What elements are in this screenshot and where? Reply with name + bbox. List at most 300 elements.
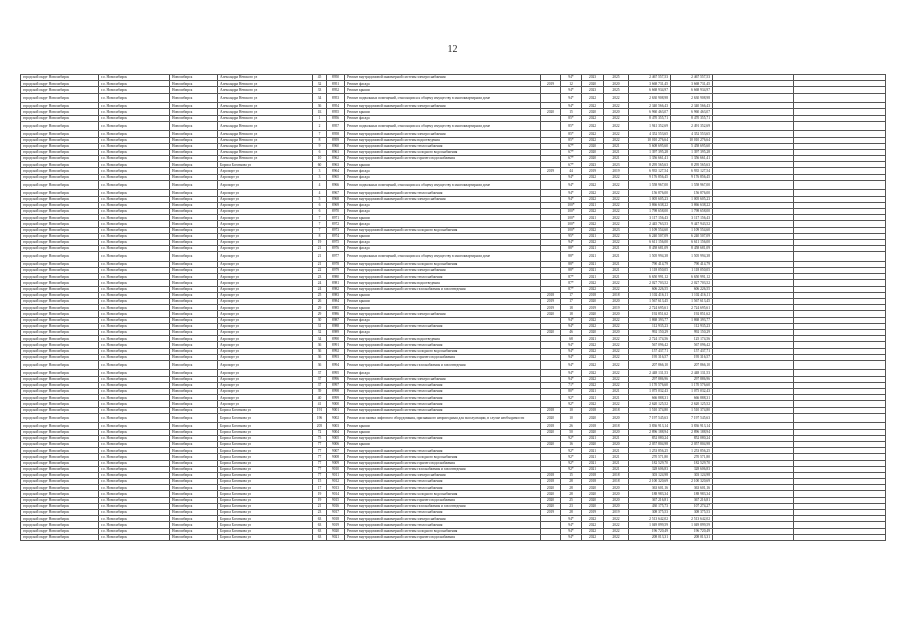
municipality-cell: городской округ Новосибирск [21,268,99,274]
settlement-cell: г.о. Новосибирск [99,522,170,528]
plan-end-year-cell: 2022 [604,354,629,360]
estimated-cost-cell: 3 836 913,14 [629,423,671,429]
total-cost-cell: 852 080,24 [671,435,713,441]
plan-end-year-cell: 2022 [604,131,629,137]
wear-percent-cell: 10 [561,413,582,423]
municipality-cell: городской округ Новосибирск [21,317,99,323]
wear-percent-cell: 28 [561,491,582,497]
record-id-cell: 8966 [327,180,345,190]
street-cell: Аэропорт ул [218,329,313,335]
total-cost-cell: 567 096,42 [671,342,713,348]
plan-end-year-cell: 2022 [604,342,629,348]
estimated-cost-cell: 1 397 395,28 [629,149,671,155]
settlement-cell: г.о. Новосибирск [99,162,170,168]
record-id-cell: 9016 [327,503,345,509]
total-cost-cell: 303 124,98 [671,472,713,478]
municipality-cell: городской округ Новосибирск [21,323,99,329]
municipality-cell: городской округ Новосибирск [21,454,99,460]
wear-percent-cell: 94* [561,342,582,348]
total-cost-cell: 1 118 050,05 [671,268,713,274]
work-type-cell: Ремонт внутридомовой инженерной системы горячего водоснабжения [345,534,541,540]
plan-start-year-cell: 2020 [582,109,604,115]
plan-end-year-cell: 2022 [604,528,629,534]
record-id-cell: 9018 [327,516,345,522]
record-id-cell: 8960 [327,143,345,149]
record-id-cell: 9013 [327,485,345,491]
settlement-cell: г.о. Новосибирск [99,466,170,472]
house-number-cell: 37 [313,376,327,382]
wear-percent-cell: 88* [561,246,582,252]
wear-percent-cell: 92* [561,454,582,460]
plan-end-year-cell: 2021 [604,149,629,155]
estimated-cost-cell: 1 868 393,77 [629,317,671,323]
work-type-cell: Ремонт или замена лифтового оборудования, признанного непригодным для эксплуатации, в случае необходимости [345,413,541,423]
work-type-cell: Ремонт внутридомовой инженерной системы холодного водоснабжения [345,491,541,497]
total-cost-cell: 156 876,00 [671,190,713,196]
empty-cell-a [713,360,794,370]
plan-end-year-cell: 2022 [604,317,629,323]
work-type-cell: Ремонт подвальных помещений, относящихся к общему имуществу в многоквартирном доме [345,121,541,131]
record-id-cell: 8976 [327,246,345,252]
municipality-cell: городской округ Новосибирск [21,429,99,435]
municipality-cell: городской округ Новосибирск [21,329,99,335]
total-cost-cell: 1 005 605,23 [671,196,713,202]
work-type-cell: Ремонт внутридомовой инженерной системы теплоснабжения [345,522,541,528]
estimated-cost-cell: 4 352 553,65 [629,131,671,137]
wear-percent-cell: 71* [561,382,582,388]
record-id-cell: 8989 [327,329,345,335]
plan-end-year-cell: 2021 [604,274,629,280]
wear-percent-cell: 15 [561,109,582,115]
street-cell: Аэропорт ул [218,317,313,323]
plan-start-year-cell: 2020 [582,413,604,423]
estimated-cost-cell: 6 240 507,09 [629,233,671,239]
plan-end-year-cell: 2022 [604,115,629,121]
settlement-cell: г.о. Новосибирск [99,292,170,298]
plan-start-year-cell: 2018 [582,472,604,478]
completed-year-cell: 2020 [541,329,561,335]
street-cell: Александра Невского ул [218,137,313,143]
wear-percent-cell: 94* [561,360,582,370]
wear-percent-cell: 94* [561,239,582,245]
estimated-cost-cell: 2 896 188,94 [629,429,671,435]
street-cell: Бориса Богаткова ул [218,503,313,509]
work-type-cell: Ремонт внутридомовой инженерной системы электроснабжения [345,196,541,202]
work-type-cell: Ремонт внутридомовой инженерной системы холодного водоснабжения [345,149,541,155]
work-type-cell: Ремонт внутридомовой инженерной системы газоснабжения и газоотведения [345,360,541,370]
settlement-cell: г.о. Новосибирск [99,233,170,239]
municipality-cell: городской округ Новосибирск [21,370,99,376]
work-type-cell: Ремонт подвальных помещений, относящихся к общему имуществу в многоквартирном доме [345,180,541,190]
municipality-cell: городской округ Новосибирск [21,149,99,155]
settlement-cell: г.о. Новосибирск [99,103,170,109]
record-id-cell: 8956 [327,115,345,121]
municipality-cell: городской округ Новосибирск [21,448,99,454]
total-cost-cell: 363 601,16 [671,485,713,491]
plan-start-year-cell: 2022 [582,354,604,360]
street-cell: Бориса Богаткова ул [218,454,313,460]
plan-end-year-cell: 2021 [604,448,629,454]
work-type-cell: Ремонт крыши [345,215,541,221]
plan-end-year-cell: 2022 [604,202,629,208]
municipality-cell: городской округ Новосибирск [21,299,99,305]
house-number-cell: 33 [313,87,327,93]
locality-cell: Новосибирск [170,168,218,174]
work-type-cell: Ремонт фасада [345,202,541,208]
plan-end-year-cell: 2021 [604,395,629,401]
street-cell: Бориса Богаткова ул [218,522,313,528]
house-number-cell: 37 [313,370,327,376]
plan-start-year-cell: 2020 [582,81,604,87]
plan-start-year-cell: 2023 [582,162,604,168]
wear-percent-cell: 94* [561,354,582,360]
municipality-cell: городской округ Новосибирск [21,221,99,227]
street-cell: Бориса Богаткова ул [218,510,313,516]
municipality-cell: городской округ Новосибирск [21,534,99,540]
total-cost-cell: 1 049 899,59 [671,522,713,528]
completed-year-cell [541,252,561,262]
municipality-cell: городской округ Новосибирск [21,93,99,103]
record-id-cell: 8985 [327,305,345,311]
total-cost-cell: 8 458 681,09 [671,246,713,252]
settlement-cell: г.о. Новосибирск [99,342,170,348]
total-cost-cell: 2 340 566,43 [671,103,713,109]
wear-percent-cell: 94* [561,376,582,382]
locality-cell: Новосибирск [170,354,218,360]
estimated-cost-cell: 208 013,31 [629,534,671,540]
total-cost-cell: 1 558 967,00 [671,180,713,190]
record-id-cell: 9005 [327,435,345,441]
municipality-cell: городской округ Новосибирск [21,168,99,174]
work-type-cell: Ремонт внутридомовой инженерной системы электроснабжения [345,131,541,137]
house-number-cell: 4 [313,190,327,196]
locality-cell: Новосибирск [170,103,218,109]
municipality-cell: городской округ Новосибирск [21,196,99,202]
work-type-cell: Ремонт внутридомовой инженерной системы электроснабжения [345,268,541,274]
settlement-cell: г.о. Новосибирск [99,448,170,454]
locality-cell: Новосибирск [170,389,218,395]
settlement-cell: г.о. Новосибирск [99,87,170,93]
street-cell: Бориса Богаткова ул [218,460,313,466]
work-type-cell: Ремонт внутридомовой инженерной системы теплоснабжения [345,448,541,454]
plan-end-year-cell: 2020 [604,429,629,435]
settlement-cell: г.о. Новосибирск [99,360,170,370]
municipality-cell: городской округ Новосибирск [21,180,99,190]
municipality-cell: городской округ Новосибирск [21,479,99,485]
plan-end-year-cell: 2021 [604,268,629,274]
record-id-cell: 8988 [327,323,345,329]
plan-end-year-cell: 2021 [604,435,629,441]
settlement-cell: г.о. Новосибирск [99,370,170,376]
empty-cell-a [713,252,794,262]
street-cell: Аэропорт ул [218,311,313,317]
plan-end-year-cell: 2020 [604,503,629,509]
plan-start-year-cell: 2022 [582,348,604,354]
record-id-cell: 8950 [327,75,345,81]
settlement-cell: г.о. Новосибирск [99,534,170,540]
total-cost-cell: 790 414,79 [671,261,713,267]
total-cost-cell: 9 447 943,52 [671,221,713,227]
plan-end-year-cell: 2022 [604,382,629,388]
work-type-cell: Ремонт внутридомовой инженерной системы теплоснабжения [345,323,541,329]
record-id-cell: 8973 [327,227,345,233]
house-number-cell: 77 [313,472,327,478]
street-cell: Аэропорт ул [218,180,313,190]
work-type-cell: Ремонт внутридомовой инженерной системы теплоснабжения [345,510,541,516]
wear-percent-cell: 94* [561,317,582,323]
plan-end-year-cell: 2022 [604,280,629,286]
house-number-cell: 36 [313,348,327,354]
plan-start-year-cell: 2021 [582,202,604,208]
work-type-cell: Ремонт фасада [345,174,541,180]
plan-end-year-cell: 2022 [604,208,629,214]
municipality-cell: городской округ Новосибирск [21,156,99,162]
work-type-cell: Ремонт фасада [345,329,541,335]
total-cost-cell: 666 888,31 [671,395,713,401]
house-number-cell: 36 [313,103,327,109]
work-type-cell: Ремонт внутридомовой инженерной системы горячего водоснабжения [345,497,541,503]
work-type-cell: Ремонт внутридомовой инженерной системы теплоснабжения [345,382,541,388]
street-cell: Бориса Богаткова ул [218,413,313,423]
completed-year-cell: 2018 [541,479,561,485]
plan-end-year-cell: 2020 [604,81,629,87]
completed-year-cell [541,121,561,131]
estimated-cost-cell: 297 886,96 [629,376,671,382]
total-cost-cell: 4 352 553,65 [671,131,713,137]
street-cell: Аэропорт ул [218,196,313,202]
plan-start-year-cell: 2022 [582,221,604,227]
estimated-cost-cell: 182 529,70 [629,460,671,466]
municipality-cell: городской округ Новосибирск [21,137,99,143]
house-number-cell: 6 [313,149,327,155]
plan-start-year-cell: 2022 [582,376,604,382]
municipality-cell: городской округ Новосибирск [21,227,99,233]
total-cost-cell: 3 836 913,14 [671,423,713,429]
plan-end-year-cell: 2022 [604,221,629,227]
total-cost-cell: 328 606,83 [671,466,713,472]
locality-cell: Новосибирск [170,299,218,305]
estimated-cost-cell: 1 109 554,60 [629,227,671,233]
total-cost-cell: 367 216,81 [671,497,713,503]
completed-year-cell: 2020 [541,109,561,115]
completed-year-cell [541,93,561,103]
wear-percent-cell: 94* [561,190,582,196]
settlement-cell: г.о. Новосибирск [99,180,170,190]
house-number-cell: 72 [313,429,327,435]
locality-cell: Новосибирск [170,115,218,121]
estimated-cost-cell: 157 437,71 [629,348,671,354]
plan-start-year-cell: 2020 [582,156,604,162]
record-id-cell: 9021 [327,534,345,540]
settlement-cell: г.о. Новосибирск [99,401,170,407]
settlement-cell: г.о. Новосибирск [99,75,170,81]
completed-year-cell: 2018 [541,407,561,413]
street-cell: Аэропорт ул [218,221,313,227]
plan-start-year-cell: 2018 [582,407,604,413]
wear-percent-cell: 17 [561,292,582,298]
house-number-cell: 45 [313,75,327,81]
total-cost-cell: 107 274,27 [671,503,713,509]
completed-year-cell: 2019 [541,305,561,311]
settlement-cell: г.о. Новосибирск [99,354,170,360]
locality-cell: Новосибирск [170,261,218,267]
municipality-cell: городской округ Новосибирск [21,190,99,196]
municipality-cell: городской округ Новосибирск [21,360,99,370]
table-row [21,93,886,103]
settlement-cell: г.о. Новосибирск [99,196,170,202]
empty-cell-a [713,93,794,103]
street-cell: Александра Невского ул [218,109,313,115]
record-id-cell: 8995 [327,370,345,376]
plan-start-year-cell: 2021 [582,435,604,441]
street-cell: Александра Невского ул [218,103,313,109]
street-cell: Аэропорт ул [218,389,313,395]
house-number-cell: 77 [313,441,327,447]
locality-cell: Новосибирск [170,81,218,87]
street-cell: Аэропорт ул [218,305,313,311]
estimated-cost-cell: 2 724 174,56 [629,336,671,342]
wear-percent-cell: 100* [561,227,582,233]
estimated-cost-cell: 303 124,98 [629,472,671,478]
street-cell: Аэропорт ул [218,280,313,286]
locality-cell: Новосибирск [170,87,218,93]
estimated-cost-cell: 308 375,53 [629,510,671,516]
estimated-cost-cell: 207 866,10 [629,360,671,370]
plan-end-year-cell: 2022 [604,360,629,370]
record-id-cell: 8997 [327,382,345,388]
street-cell: Аэропорт ул [218,202,313,208]
municipality-cell: городской округ Новосибирск [21,336,99,342]
street-cell: Бориса Богаткова ул [218,435,313,441]
municipality-cell: городской округ Новосибирск [21,485,99,491]
street-cell: Бориса Богаткова ул [218,528,313,534]
settlement-cell: г.о. Новосибирск [99,121,170,131]
completed-year-cell: 2019 [541,168,561,174]
completed-year-cell [541,360,561,370]
locality-cell: Новосибирск [170,348,218,354]
house-number-cell: 25 [313,292,327,298]
work-type-cell: Ремонт внутридомовой инженерной системы теплоснабжения [345,395,541,401]
completed-year-cell [541,180,561,190]
settlement-cell: г.о. Новосибирск [99,215,170,221]
work-type-cell: Ремонт внутридомовой инженерной системы водоотведения [345,336,541,342]
total-cost-cell: 308 375,53 [671,510,713,516]
estimated-cost-cell: 430 175,73 [629,503,671,509]
work-type-cell: Ремонт внутридомовой инженерной системы газоснабжения и газоотведения [345,286,541,292]
wear-percent-cell: 94* [561,103,582,109]
work-type-cell: Ремонт крыши [345,429,541,435]
wear-percent-cell: 80* [561,389,582,395]
record-id-cell: 8981 [327,280,345,286]
settlement-cell: г.о. Новосибирск [99,423,170,429]
settlement-cell: г.о. Новосибирск [99,156,170,162]
plan-end-year-cell: 2020 [604,109,629,115]
house-number-cell: 3 [313,174,327,180]
plan-end-year-cell: 2020 [604,497,629,503]
locality-cell: Новосибирск [170,156,218,162]
total-cost-cell: 2 027 703,52 [671,280,713,286]
house-number-cell: 32 [313,329,327,335]
work-type-cell: Ремонт фасада [345,317,541,323]
locality-cell: Новосибирск [170,121,218,131]
record-id-cell: 9008 [327,454,345,460]
total-cost-cell: 1 356 661,41 [671,156,713,162]
record-id-cell: 8959 [327,137,345,143]
municipality-cell: городской округ Новосибирск [21,233,99,239]
record-id-cell: 8979 [327,268,345,274]
settlement-cell: г.о. Новосибирск [99,299,170,305]
total-cost-cell: 5 458 695,60 [671,143,713,149]
record-id-cell: 8993 [327,354,345,360]
settlement-cell: г.о. Новосибирск [99,382,170,388]
settlement-cell: г.о. Новосибирск [99,472,170,478]
work-type-cell: Ремонт внутридомовой инженерной системы теплоснабжения [345,190,541,196]
record-id-cell: 8992 [327,348,345,354]
plan-end-year-cell: 2021 [604,252,629,262]
work-type-cell: Ремонт внутридомовой инженерной системы водоотведения [345,280,541,286]
locality-cell: Новосибирск [170,137,218,143]
municipality-cell: городской округ Новосибирск [21,274,99,280]
locality-cell: Новосибирск [170,522,218,528]
wear-percent-cell: 67* [561,143,582,149]
plan-end-year-cell: 2020 [604,413,629,423]
table-row [21,534,886,540]
work-type-cell: Ремонт подвальных помещений, относящихся к общему имуществу в многоквартирном доме [345,252,541,262]
record-id-cell: 9004 [327,429,345,435]
settlement-cell: г.о. Новосибирск [99,81,170,87]
completed-year-cell: 2020 [541,485,561,491]
plan-end-year-cell: 2021 [604,156,629,162]
locality-cell: Новосибирск [170,376,218,382]
municipality-cell: городской округ Новосибирск [21,311,99,317]
table-row [21,180,886,190]
record-id-cell: 8991 [327,342,345,348]
street-cell: Аэропорт ул [218,395,313,401]
locality-cell: Новосибирск [170,131,218,137]
estimated-cost-cell: 196 720,49 [629,528,671,534]
street-cell: Бориса Богаткова ул [218,472,313,478]
plan-end-year-cell: 2023 [604,227,629,233]
municipality-cell: городской округ Новосибирск [21,510,99,516]
house-number-cell: 17 [313,485,327,491]
settlement-cell: г.о. Новосибирск [99,336,170,342]
estimated-cost-cell: 3 668 731,45 [629,81,671,87]
plan-start-year-cell: 2019 [582,168,604,174]
wear-percent-cell: 50 [561,429,582,435]
estimated-cost-cell: 8 470 355,71 [629,115,671,121]
work-type-cell: Ремонт внутридомовой инженерной системы электроснабжения [345,103,541,109]
house-number-cell: 23 [313,274,327,280]
plan-start-year-cell: 2020 [582,497,604,503]
street-cell: Александра Невского ул [218,115,313,121]
total-cost-cell: 208 013,31 [671,534,713,540]
wear-percent-cell: 15 [561,472,582,478]
locality-cell: Новосибирск [170,239,218,245]
locality-cell: Новосибирск [170,472,218,478]
wear-percent-cell: 94* [561,534,582,540]
street-cell: Александра Невского ул [218,93,313,103]
wear-percent-cell: 88* [561,252,582,262]
work-type-cell: Ремонт внутридомовой инженерной системы теплоснабжения [345,342,541,348]
wear-percent-cell: 10 [561,407,582,413]
municipality-cell: городской округ Новосибирск [21,280,99,286]
locality-cell: Новосибирск [170,342,218,348]
street-cell: Аэропорт ул [218,261,313,267]
street-cell: Бориса Богаткова ул [218,441,313,447]
completed-year-cell: 2020 [541,491,561,497]
street-cell: Александра Невского ул [218,121,313,131]
municipality-cell: городской округ Новосибирск [21,109,99,115]
